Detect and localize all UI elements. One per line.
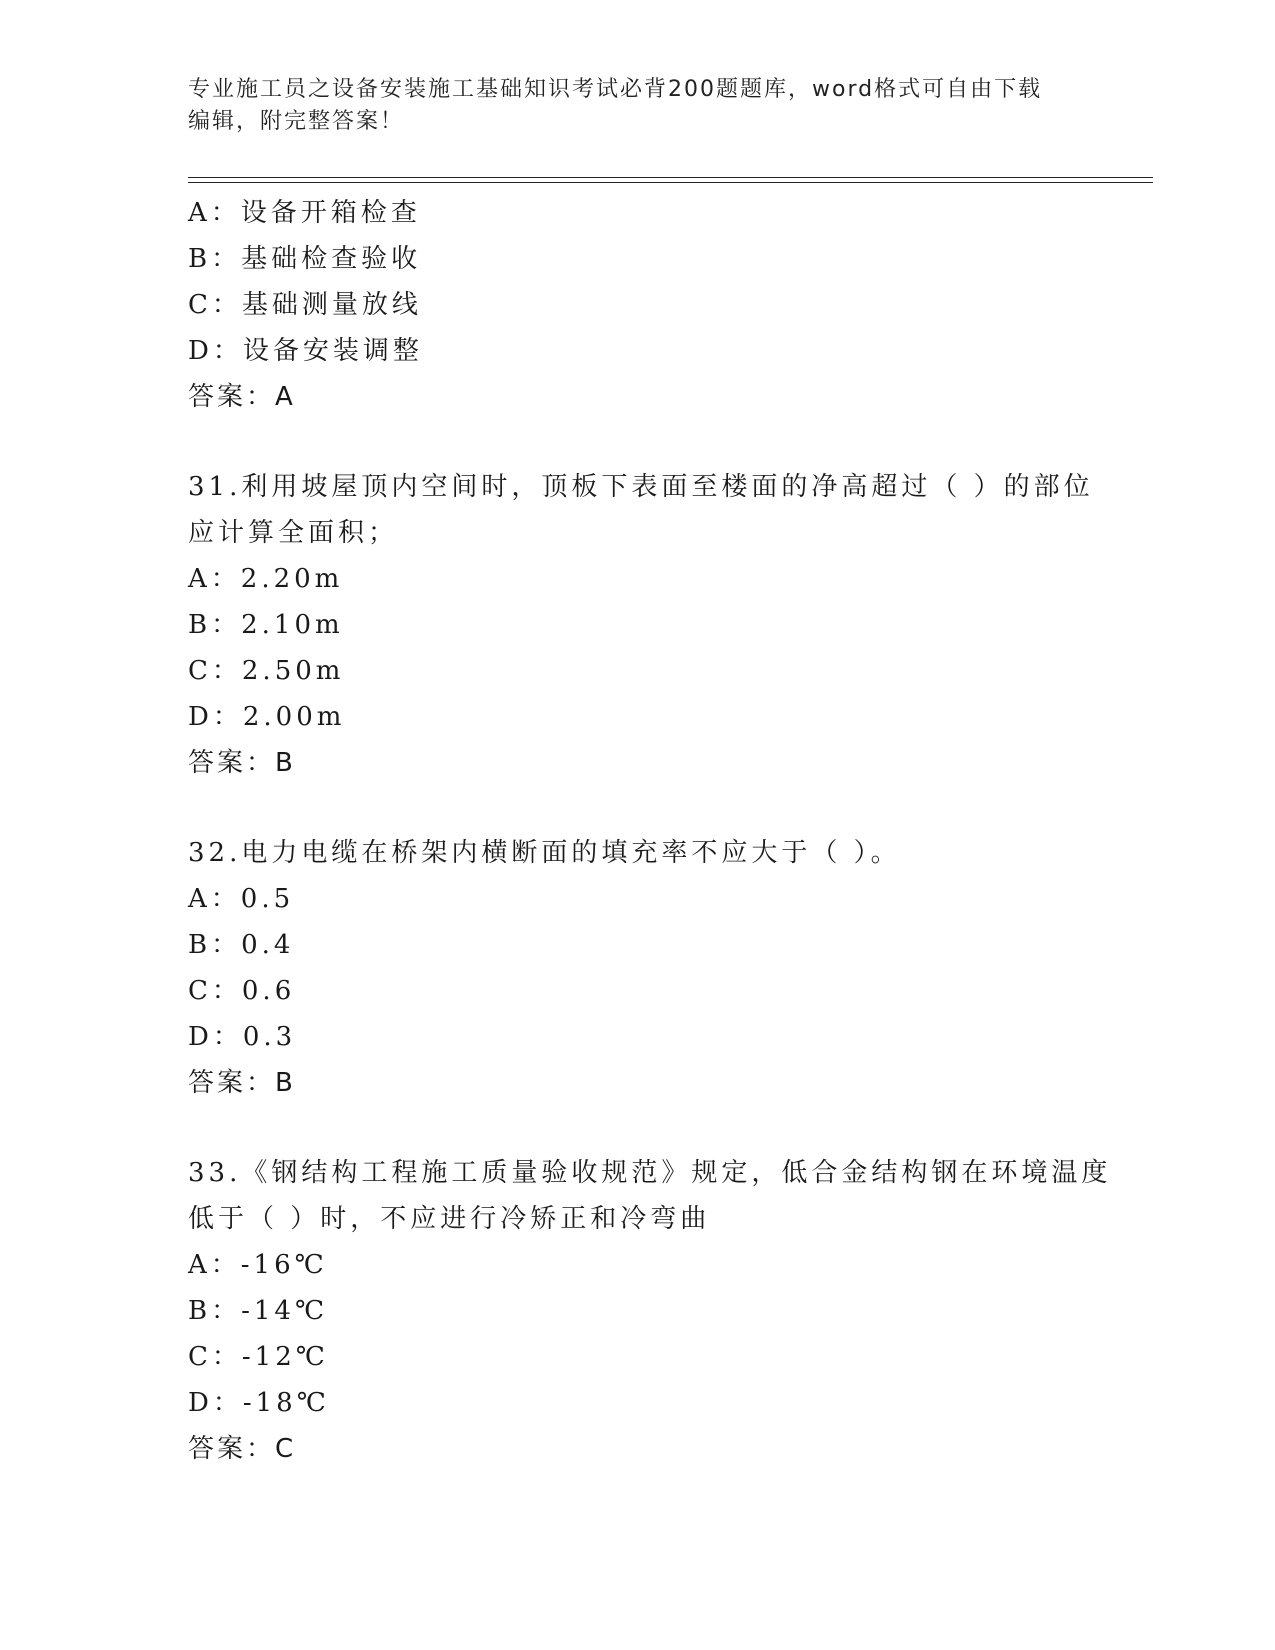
question-32 xyxy=(188,830,1088,1106)
question-stem: 31.利用坡屋顶内空间时，顶板下表面至楼面的净高超过（ ）的部位 xyxy=(188,472,1094,502)
question-30-continued xyxy=(188,190,1088,420)
option-c: C：基础测量放线 xyxy=(188,290,422,320)
question-stem: 33.《钢结构工程施工质量验收规范》规定，低合金结构钢在环境温度 xyxy=(188,1158,1112,1188)
option-b: B：基础检查验收 xyxy=(188,244,422,274)
option-a: A：2.20m xyxy=(188,564,344,594)
header-rule-top xyxy=(188,177,1153,178)
header-line-1: 专业施工员之设备安装施工基础知识考试必背200题题库，word格式可自由下载 xyxy=(188,77,1043,102)
question-stem: 应计算全面积； xyxy=(188,518,399,548)
option-b: B：0.4 xyxy=(188,930,295,960)
option-d: D：2.00m xyxy=(188,702,346,732)
question-stem: 低于（ ）时，不应进行冷矫正和冷弯曲 xyxy=(188,1204,711,1234)
question-33 xyxy=(188,1150,1112,1472)
answer-line: 答案：B xyxy=(188,748,296,778)
option-a: A：-16℃ xyxy=(188,1250,328,1280)
question-stem: 32.电力电缆在桥架内横断面的填充率不应大于（ ）。 xyxy=(188,838,901,868)
option-b: B：2.10m xyxy=(188,610,344,640)
question-31 xyxy=(188,464,1094,786)
answer-line: 答案：A xyxy=(188,382,296,412)
option-a: A：设备开箱检查 xyxy=(188,198,421,228)
option-d: D：-18℃ xyxy=(188,1388,330,1418)
document-header xyxy=(188,74,1088,138)
option-c: C：0.6 xyxy=(188,976,296,1006)
answer-line: 答案：B xyxy=(188,1068,296,1098)
option-a: A：0.5 xyxy=(188,884,295,914)
header-line-2: 编辑，附完整答案！ xyxy=(188,109,405,134)
question-list xyxy=(188,190,1112,1472)
header-rule-bottom xyxy=(188,182,1153,183)
option-d: D：0.3 xyxy=(188,1022,297,1052)
option-c: C：-12℃ xyxy=(188,1342,329,1372)
option-c: C：2.50m xyxy=(188,656,345,686)
option-b: B：-14℃ xyxy=(188,1296,329,1326)
option-d: D：设备安装调整 xyxy=(188,336,423,366)
answer-line: 答案：C xyxy=(188,1434,297,1464)
